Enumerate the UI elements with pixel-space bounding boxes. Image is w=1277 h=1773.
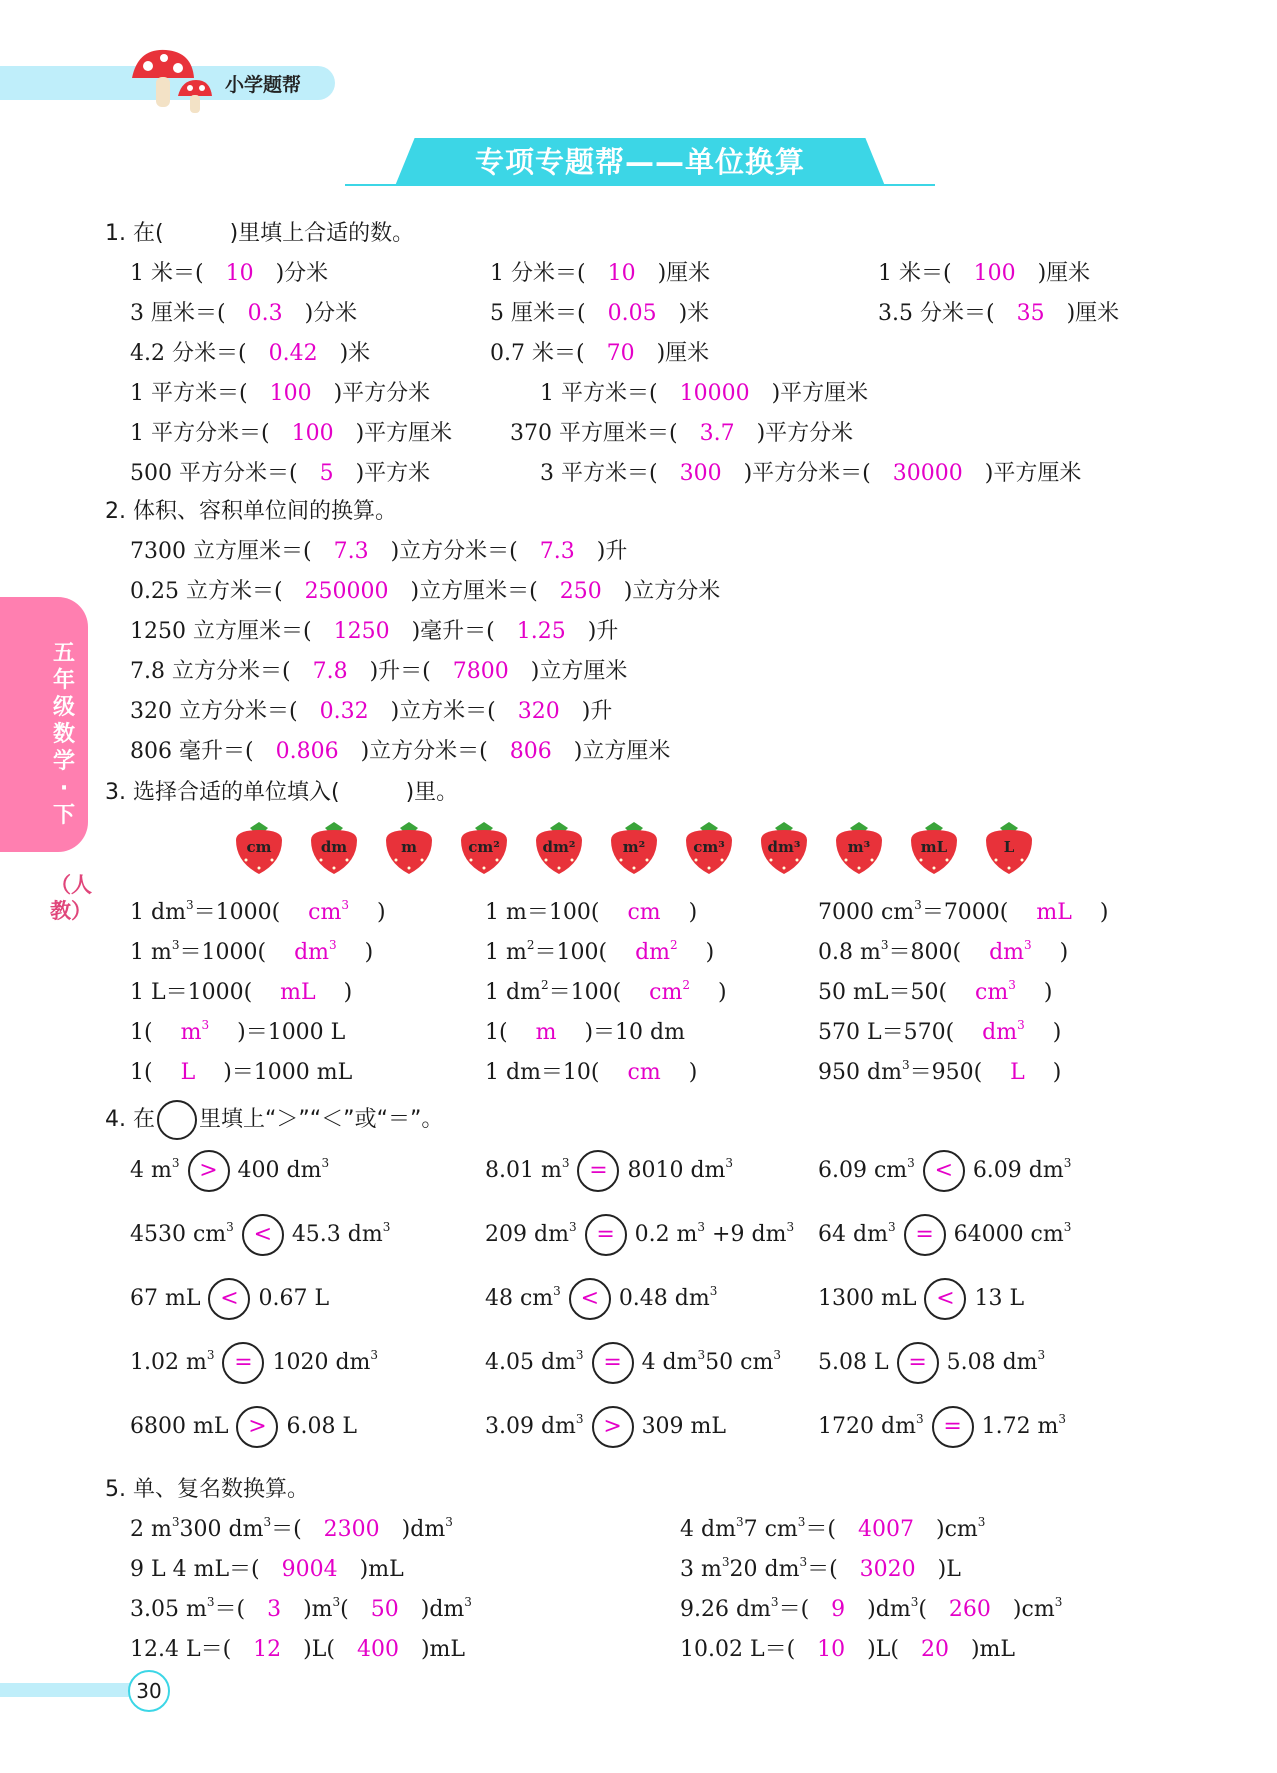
q4-left: 8.01 $m^3$ <box>485 1156 570 1183</box>
q3-answer: cm <box>627 900 661 925</box>
strawberry-unit-icon <box>682 818 736 876</box>
q4-left: 4530 $cm^3$ <box>130 1220 234 1247</box>
strawberry-unit-label: mL <box>920 838 948 856</box>
q2-answer: 1250 <box>333 619 390 644</box>
q4-item <box>130 1278 329 1320</box>
q3-answer: m <box>535 1020 557 1045</box>
q2-item <box>130 534 627 565</box>
q4-left: 4 $m^3$ <box>130 1156 180 1183</box>
q3-item <box>485 975 727 1006</box>
q5-unit: )$dm^3$ <box>420 1595 472 1622</box>
q1-item <box>130 256 328 287</box>
side-tab-grade: 五年级数学·下 <box>52 641 75 828</box>
q1-unit: )厘米 <box>1066 301 1120 326</box>
q3-item <box>485 1055 697 1086</box>
q4-item <box>818 1150 1071 1192</box>
q5-unit: )mL <box>359 1557 404 1582</box>
q5-unit: )$cm^3$ <box>1012 1595 1063 1622</box>
q4-prompt-a: 4. 在 <box>105 1107 155 1132</box>
q3-close: ) <box>688 1060 698 1085</box>
q4-right: 1.72 $m^3$ <box>981 1412 1067 1439</box>
q5-answer: 50 <box>370 1597 399 1622</box>
q5-answer: 4007 <box>858 1517 914 1542</box>
q2-expr: 7.8 立方分米＝( <box>130 659 291 684</box>
q2-item <box>130 694 612 725</box>
q4-item <box>818 1342 1045 1384</box>
q2-unit: )立方厘米 <box>573 739 671 764</box>
q4-right: 4 $dm^350$ $cm^3$ <box>641 1348 781 1375</box>
q1-unit: )米 <box>339 341 371 366</box>
q1-item <box>490 296 709 327</box>
q3-item <box>130 1055 352 1086</box>
q3-expr: 1 $m^3=1000$( <box>130 938 267 965</box>
q1-expr: 3 平方米＝( <box>540 461 658 486</box>
q1-expr: 370 平方厘米＝( <box>510 421 678 446</box>
q4-right: 309 mL <box>641 1414 727 1439</box>
q3-item <box>818 975 1052 1006</box>
q3-expr: 950 $dm^3=950$( <box>818 1058 983 1085</box>
q1-unit: )米 <box>678 301 710 326</box>
q3-close: ) <box>1052 1020 1062 1045</box>
q2-expr: 1250 立方厘米＝( <box>130 619 312 644</box>
strawberry-unit-icon <box>757 818 811 876</box>
q5-unit: )$m^3$( <box>303 1595 349 1622</box>
strawberry-unit-icon <box>607 818 661 876</box>
q2-unit: )立方厘米 <box>530 659 628 684</box>
q5-answer: 9004 <box>281 1557 338 1582</box>
q5-expr: 10.02 L＝( <box>680 1637 796 1662</box>
q3-expr: 1 $dm^2=100$( <box>485 978 622 1005</box>
q3-item <box>130 975 352 1006</box>
q4-left: 4.05 $dm^3$ <box>485 1348 584 1375</box>
mushroom-icon <box>128 44 218 116</box>
q1-unit: )厘米 <box>1037 261 1091 286</box>
q2-answer: 7.8 <box>312 659 348 684</box>
q5-expr: 3 $m^320$ $dm^3=$( <box>680 1555 838 1582</box>
q2-answer: 7.3 <box>539 539 575 564</box>
q2-unit: )升 <box>596 539 628 564</box>
q3-item <box>818 1015 1061 1046</box>
compare-sign: = <box>592 1342 634 1384</box>
q1-unit: )平方厘米 <box>984 461 1082 486</box>
q1-expr: 3 厘米＝( <box>130 301 226 326</box>
q5-answer: 12 <box>253 1637 282 1662</box>
q1-item <box>130 296 357 327</box>
q3-expr: 0.8 $m^3=800$( <box>818 938 962 965</box>
q4-left: 1300 mL <box>818 1286 917 1311</box>
q2-mid: )立方分米＝( <box>360 739 488 764</box>
compare-sign: < <box>208 1278 250 1320</box>
q5-expr: 9.26 $dm^3=$( <box>680 1595 810 1622</box>
q4-item <box>818 1214 1071 1256</box>
strawberry-unit-label: m <box>401 838 417 856</box>
q3-prompt: 3. 选择合适的单位填入( )里。 <box>105 780 459 805</box>
q3-answer: $dm^3$ <box>982 1018 1025 1045</box>
q1-unit: )厘米 <box>657 261 711 286</box>
q4-left: 6800 mL <box>130 1414 229 1439</box>
q2-answer: 7.3 <box>333 539 369 564</box>
q1-unit: )分米 <box>275 261 329 286</box>
strawberry-unit-label: m² <box>622 838 646 856</box>
q5-item <box>130 1552 404 1583</box>
q2-mid: )立方米＝( <box>390 699 496 724</box>
compare-sign: = <box>577 1150 619 1192</box>
q5-unit: )$cm^3$ <box>936 1515 986 1542</box>
q3-item <box>485 935 714 966</box>
q3-answer: $dm^2$ <box>635 938 678 965</box>
q5-answer: 20 <box>920 1637 949 1662</box>
q4-right: 0.48 $dm^3$ <box>618 1284 718 1311</box>
q3-expr: 7000 $cm^3=7000$( <box>818 898 1009 925</box>
q1-expr: 1 分米＝( <box>490 261 586 286</box>
q3-item <box>130 935 373 966</box>
q5-answer: 3020 <box>859 1557 916 1582</box>
q1-answer: 10000 <box>679 381 750 406</box>
q1-unit: )平方分米 <box>333 381 431 406</box>
q4-right: 0.2 $m^3 +9$ $dm^3$ <box>634 1220 795 1247</box>
q4-left: 3.09 $dm^3$ <box>485 1412 584 1439</box>
strawberry-unit-icon <box>832 818 886 876</box>
strawberry-unit-label: cm <box>246 838 272 856</box>
q2-unit: )升 <box>587 619 619 644</box>
q1-unit: )平方厘米 <box>771 381 869 406</box>
q3-expr: 1( <box>130 1020 153 1045</box>
q3-close: ) <box>1052 1060 1062 1085</box>
q1-answer: 30000 <box>892 461 963 486</box>
q2-answer: 250 <box>559 579 602 604</box>
page-title: 专项专题帮——单位换算 <box>474 145 805 179</box>
side-tab-edition: （人教） <box>50 873 92 923</box>
q3-close: ) <box>364 940 374 965</box>
compare-sign: = <box>585 1214 627 1256</box>
q2-expr: 7300 立方厘米＝( <box>130 539 312 564</box>
q5-expr: 3.05 $m^3=$( <box>130 1595 246 1622</box>
q3-answer: $cm^3$ <box>975 978 1016 1005</box>
q3-item <box>818 935 1068 966</box>
compare-sign: = <box>897 1342 939 1384</box>
q4-right: 64000 $cm^3$ <box>953 1220 1072 1247</box>
q1-answer: 100 <box>269 381 312 406</box>
q5-item <box>130 1512 453 1543</box>
q5-unit: )mL <box>420 1637 466 1662</box>
q4-prompt <box>105 1100 443 1140</box>
q1-item <box>878 256 1090 287</box>
q1-answer: 10 <box>225 261 254 286</box>
q1-expr: 1 平方米＝( <box>540 381 658 406</box>
q3-close: ) <box>376 900 386 925</box>
q5-expr: 12.4 L＝( <box>130 1637 232 1662</box>
q3-close: )＝1000 L <box>237 1020 346 1045</box>
q5-expr: 4 $dm^37$ $cm^3=$( <box>680 1515 836 1542</box>
q1-answer: 100 <box>973 261 1016 286</box>
q2-mid: )升＝( <box>369 659 431 684</box>
q2-unit: )升 <box>581 699 613 724</box>
q3-expr: 1( <box>485 1020 508 1045</box>
q1-expr: 4.2 分米＝( <box>130 341 247 366</box>
q3-answer: mL <box>280 980 316 1005</box>
q3-item <box>130 895 386 926</box>
q2-item <box>130 614 618 645</box>
q4-left: 1720 $dm^3$ <box>818 1412 924 1439</box>
q3-expr: 570 L＝570( <box>818 1020 955 1045</box>
q1-answer: 5 <box>319 461 334 486</box>
q1-item <box>540 376 868 407</box>
q5-item <box>680 1552 961 1583</box>
q3-close: ) <box>1059 940 1069 965</box>
q3-close: )＝1000 mL <box>223 1060 353 1085</box>
q1-answer: 0.3 <box>247 301 283 326</box>
strawberry-unit-icon <box>232 818 286 876</box>
q2-expr: 0.25 立方米＝( <box>130 579 283 604</box>
q1-unit: )平方米 <box>355 461 431 486</box>
q4-right: 6.09 $dm^3$ <box>972 1156 1072 1183</box>
q2-answer: 250000 <box>304 579 389 604</box>
q1-answer: 10 <box>607 261 636 286</box>
strawberry-unit-icon <box>382 818 436 876</box>
strawberry-unit-label: dm <box>320 838 348 856</box>
q5-item <box>130 1632 465 1663</box>
q4-item <box>818 1406 1066 1448</box>
compare-sign: > <box>592 1406 634 1448</box>
compare-sign: = <box>222 1342 264 1384</box>
q3-close: )＝10 dm <box>584 1020 685 1045</box>
q3-answer: $cm^2$ <box>649 978 690 1005</box>
q5-expr: 9 L 4 mL＝( <box>130 1557 260 1582</box>
strawberry-unit-label: m³ <box>847 838 871 856</box>
q3-answer: L <box>1010 1060 1025 1085</box>
q4-left: 209 $dm^3$ <box>485 1220 577 1247</box>
q1-item <box>540 456 1081 487</box>
q1-expr: 3.5 分米＝( <box>878 301 995 326</box>
q4-left: 6.09 $cm^3$ <box>818 1156 915 1183</box>
q4-right: 400 $dm^3$ <box>237 1156 330 1183</box>
compare-sign: < <box>924 1278 966 1320</box>
q2-mid: )立方分米＝( <box>390 539 518 564</box>
q2-mid: )立方厘米＝( <box>410 579 538 604</box>
q5-answer: 9 <box>831 1597 846 1622</box>
q1-item <box>130 416 452 447</box>
q4-right: 45.3 $dm^3$ <box>291 1220 391 1247</box>
q1-expr: 1 平方分米＝( <box>130 421 270 446</box>
q5-item <box>680 1632 1015 1663</box>
q5-item <box>680 1592 1062 1623</box>
q2-item <box>130 574 720 605</box>
q1-item <box>130 456 430 487</box>
q1-item <box>490 336 709 367</box>
strawberry-unit-icon <box>457 818 511 876</box>
q1-answer: 0.42 <box>268 341 318 366</box>
q5-item <box>130 1592 472 1623</box>
q4-item <box>485 1342 781 1384</box>
q3-close: ) <box>1043 980 1053 1005</box>
compare-sign: = <box>932 1406 974 1448</box>
q3-answer: L <box>180 1060 196 1085</box>
q5-answer: 2300 <box>323 1517 380 1542</box>
q1-unit: )平方厘米 <box>355 421 453 446</box>
q5-unit: )$dm^3$( <box>867 1595 927 1622</box>
q3-item <box>485 895 697 926</box>
q1-unit: )平方分米 <box>756 421 854 446</box>
q4-right: 5.08 $dm^3$ <box>946 1348 1046 1375</box>
q5-unit: )$dm^3$ <box>401 1515 453 1542</box>
q4-item <box>130 1214 390 1256</box>
q2-expr: 806 毫升＝( <box>130 739 254 764</box>
q3-answer: $dm^3$ <box>294 938 337 965</box>
q5-answer: 10 <box>817 1637 846 1662</box>
q4-item <box>485 1406 726 1448</box>
q1-unit: )厘米 <box>656 341 710 366</box>
q1-answer: 35 <box>1016 301 1045 326</box>
strawberry-unit-label: dm² <box>542 838 576 856</box>
q1-item <box>878 296 1119 327</box>
compare-sign: > <box>188 1150 230 1192</box>
q3-expr: 50 mL＝50( <box>818 980 948 1005</box>
q3-close: ) <box>343 980 353 1005</box>
q4-left: 1.02 $m^3$ <box>130 1348 215 1375</box>
q3-answer: $m^3$ <box>180 1018 210 1045</box>
q4-right: 13 L <box>974 1286 1025 1311</box>
compare-sign: > <box>236 1406 278 1448</box>
q4-item <box>130 1406 357 1448</box>
q3-item <box>818 1055 1061 1086</box>
q1-answer: 3.7 <box>699 421 735 446</box>
q1-expr: 1 平方米＝( <box>130 381 248 406</box>
q3-item <box>818 895 1108 926</box>
compare-sign: < <box>923 1150 965 1192</box>
q3-expr: 1 L＝1000( <box>130 980 253 1005</box>
q5-item <box>680 1512 985 1543</box>
q4-left: 5.08 L <box>818 1350 889 1375</box>
q5-answer: 3 <box>267 1597 282 1622</box>
q2-answer: 0.806 <box>275 739 339 764</box>
q2-answer: 1.25 <box>516 619 566 644</box>
q4-left: 64 $dm^3$ <box>818 1220 896 1247</box>
q5-unit: )L( <box>867 1637 899 1662</box>
q1-expr: 5 厘米＝( <box>490 301 586 326</box>
q2-prompt: 2. 体积、容积单位间的换算。 <box>105 499 397 524</box>
q4-right: 6.08 L <box>286 1414 358 1439</box>
q4-right: 0.67 L <box>258 1286 330 1311</box>
q1-answer: 300 <box>679 461 722 486</box>
q1-prompt: 1. 在( )里填上合适的数。 <box>105 221 415 246</box>
q5-prompt: 5. 单、复名数换算。 <box>105 1477 309 1502</box>
strawberry-unit-icon <box>307 818 361 876</box>
q5-unit: )mL <box>970 1637 1016 1662</box>
compare-sign: = <box>904 1214 946 1256</box>
q5-unit: )L <box>937 1557 961 1582</box>
strawberry-unit-icon <box>907 818 961 876</box>
strawberry-unit-label: cm³ <box>693 838 725 856</box>
q1-item <box>490 256 710 287</box>
q1-expr: 500 平方分米＝( <box>130 461 298 486</box>
q5-expr: 2 $m^3300$ $dm^3=$( <box>130 1515 302 1542</box>
q1-expr: 0.7 米＝( <box>490 341 585 366</box>
q2-item <box>130 654 627 685</box>
q1-answer: 100 <box>291 421 334 446</box>
compare-sign: < <box>569 1278 611 1320</box>
q5-unit: )L( <box>303 1637 335 1662</box>
strawberry-unit-label: dm³ <box>767 838 801 856</box>
q4-prompt-b: 里填上“＞”“＜”或“＝”。 <box>198 1107 444 1132</box>
q3-close: ) <box>1099 900 1109 925</box>
q3-expr: 1 m＝100( <box>485 900 600 925</box>
strawberry-unit-icon <box>532 818 586 876</box>
q1-expr: 1 米＝( <box>878 261 952 286</box>
q4-right: 8010 $dm^3$ <box>627 1156 734 1183</box>
q3-close: ) <box>688 900 698 925</box>
q2-unit: )立方分米 <box>623 579 721 604</box>
blank-circle-icon <box>157 1100 197 1140</box>
q4-left: 48 $cm^3$ <box>485 1284 561 1311</box>
q5-answer: 400 <box>356 1637 399 1662</box>
q3-answer: mL <box>1036 900 1072 925</box>
q3-expr: 1 $dm^3=1000$( <box>130 898 281 925</box>
q1-unit: )分米 <box>304 301 358 326</box>
q1-item <box>130 376 430 407</box>
q4-item <box>485 1278 717 1320</box>
q3-answer: cm <box>627 1060 661 1085</box>
strawberry-unit-icon <box>982 818 1036 876</box>
q1-expr: 1 米＝( <box>130 261 204 286</box>
q4-item <box>818 1278 1024 1320</box>
q1-item <box>510 416 853 447</box>
q2-answer: 806 <box>509 739 552 764</box>
q2-item <box>130 734 670 765</box>
q5-answer: 260 <box>948 1597 991 1622</box>
q3-expr: 1 $m^2=100$( <box>485 938 608 965</box>
compare-sign: < <box>242 1214 284 1256</box>
q3-close: ) <box>705 940 715 965</box>
q4-item <box>130 1150 329 1192</box>
q1-answer: 0.05 <box>607 301 657 326</box>
q3-expr: 1 dm＝10( <box>485 1060 600 1085</box>
q3-item <box>130 1015 345 1046</box>
q4-right: 1020 $dm^3$ <box>272 1348 379 1375</box>
q3-answer: $dm^3$ <box>989 938 1032 965</box>
q4-left: 67 mL <box>130 1286 201 1311</box>
q4-item <box>130 1342 378 1384</box>
footer-bar <box>0 1683 130 1697</box>
q1-unit: )平方分米＝( <box>743 461 871 486</box>
strawberry-unit-label: L <box>1003 838 1015 856</box>
q4-item <box>485 1150 733 1192</box>
q2-answer: 7800 <box>452 659 509 684</box>
q3-answer: $cm^3$ <box>308 898 349 925</box>
q3-close: ) <box>717 980 727 1005</box>
q2-answer: 0.32 <box>319 699 369 724</box>
q1-item <box>130 336 370 367</box>
q1-answer: 70 <box>606 341 635 366</box>
brand-name: 小学题帮 <box>225 74 302 96</box>
q3-item <box>485 1015 685 1046</box>
q2-answer: 320 <box>517 699 560 724</box>
q4-item <box>485 1214 794 1256</box>
q3-expr: 1( <box>130 1060 153 1085</box>
q2-mid: )毫升＝( <box>411 619 495 644</box>
strawberry-unit-label: cm² <box>468 838 500 856</box>
q2-expr: 320 立方分米＝( <box>130 699 298 724</box>
page-number: 30 <box>128 1670 170 1712</box>
